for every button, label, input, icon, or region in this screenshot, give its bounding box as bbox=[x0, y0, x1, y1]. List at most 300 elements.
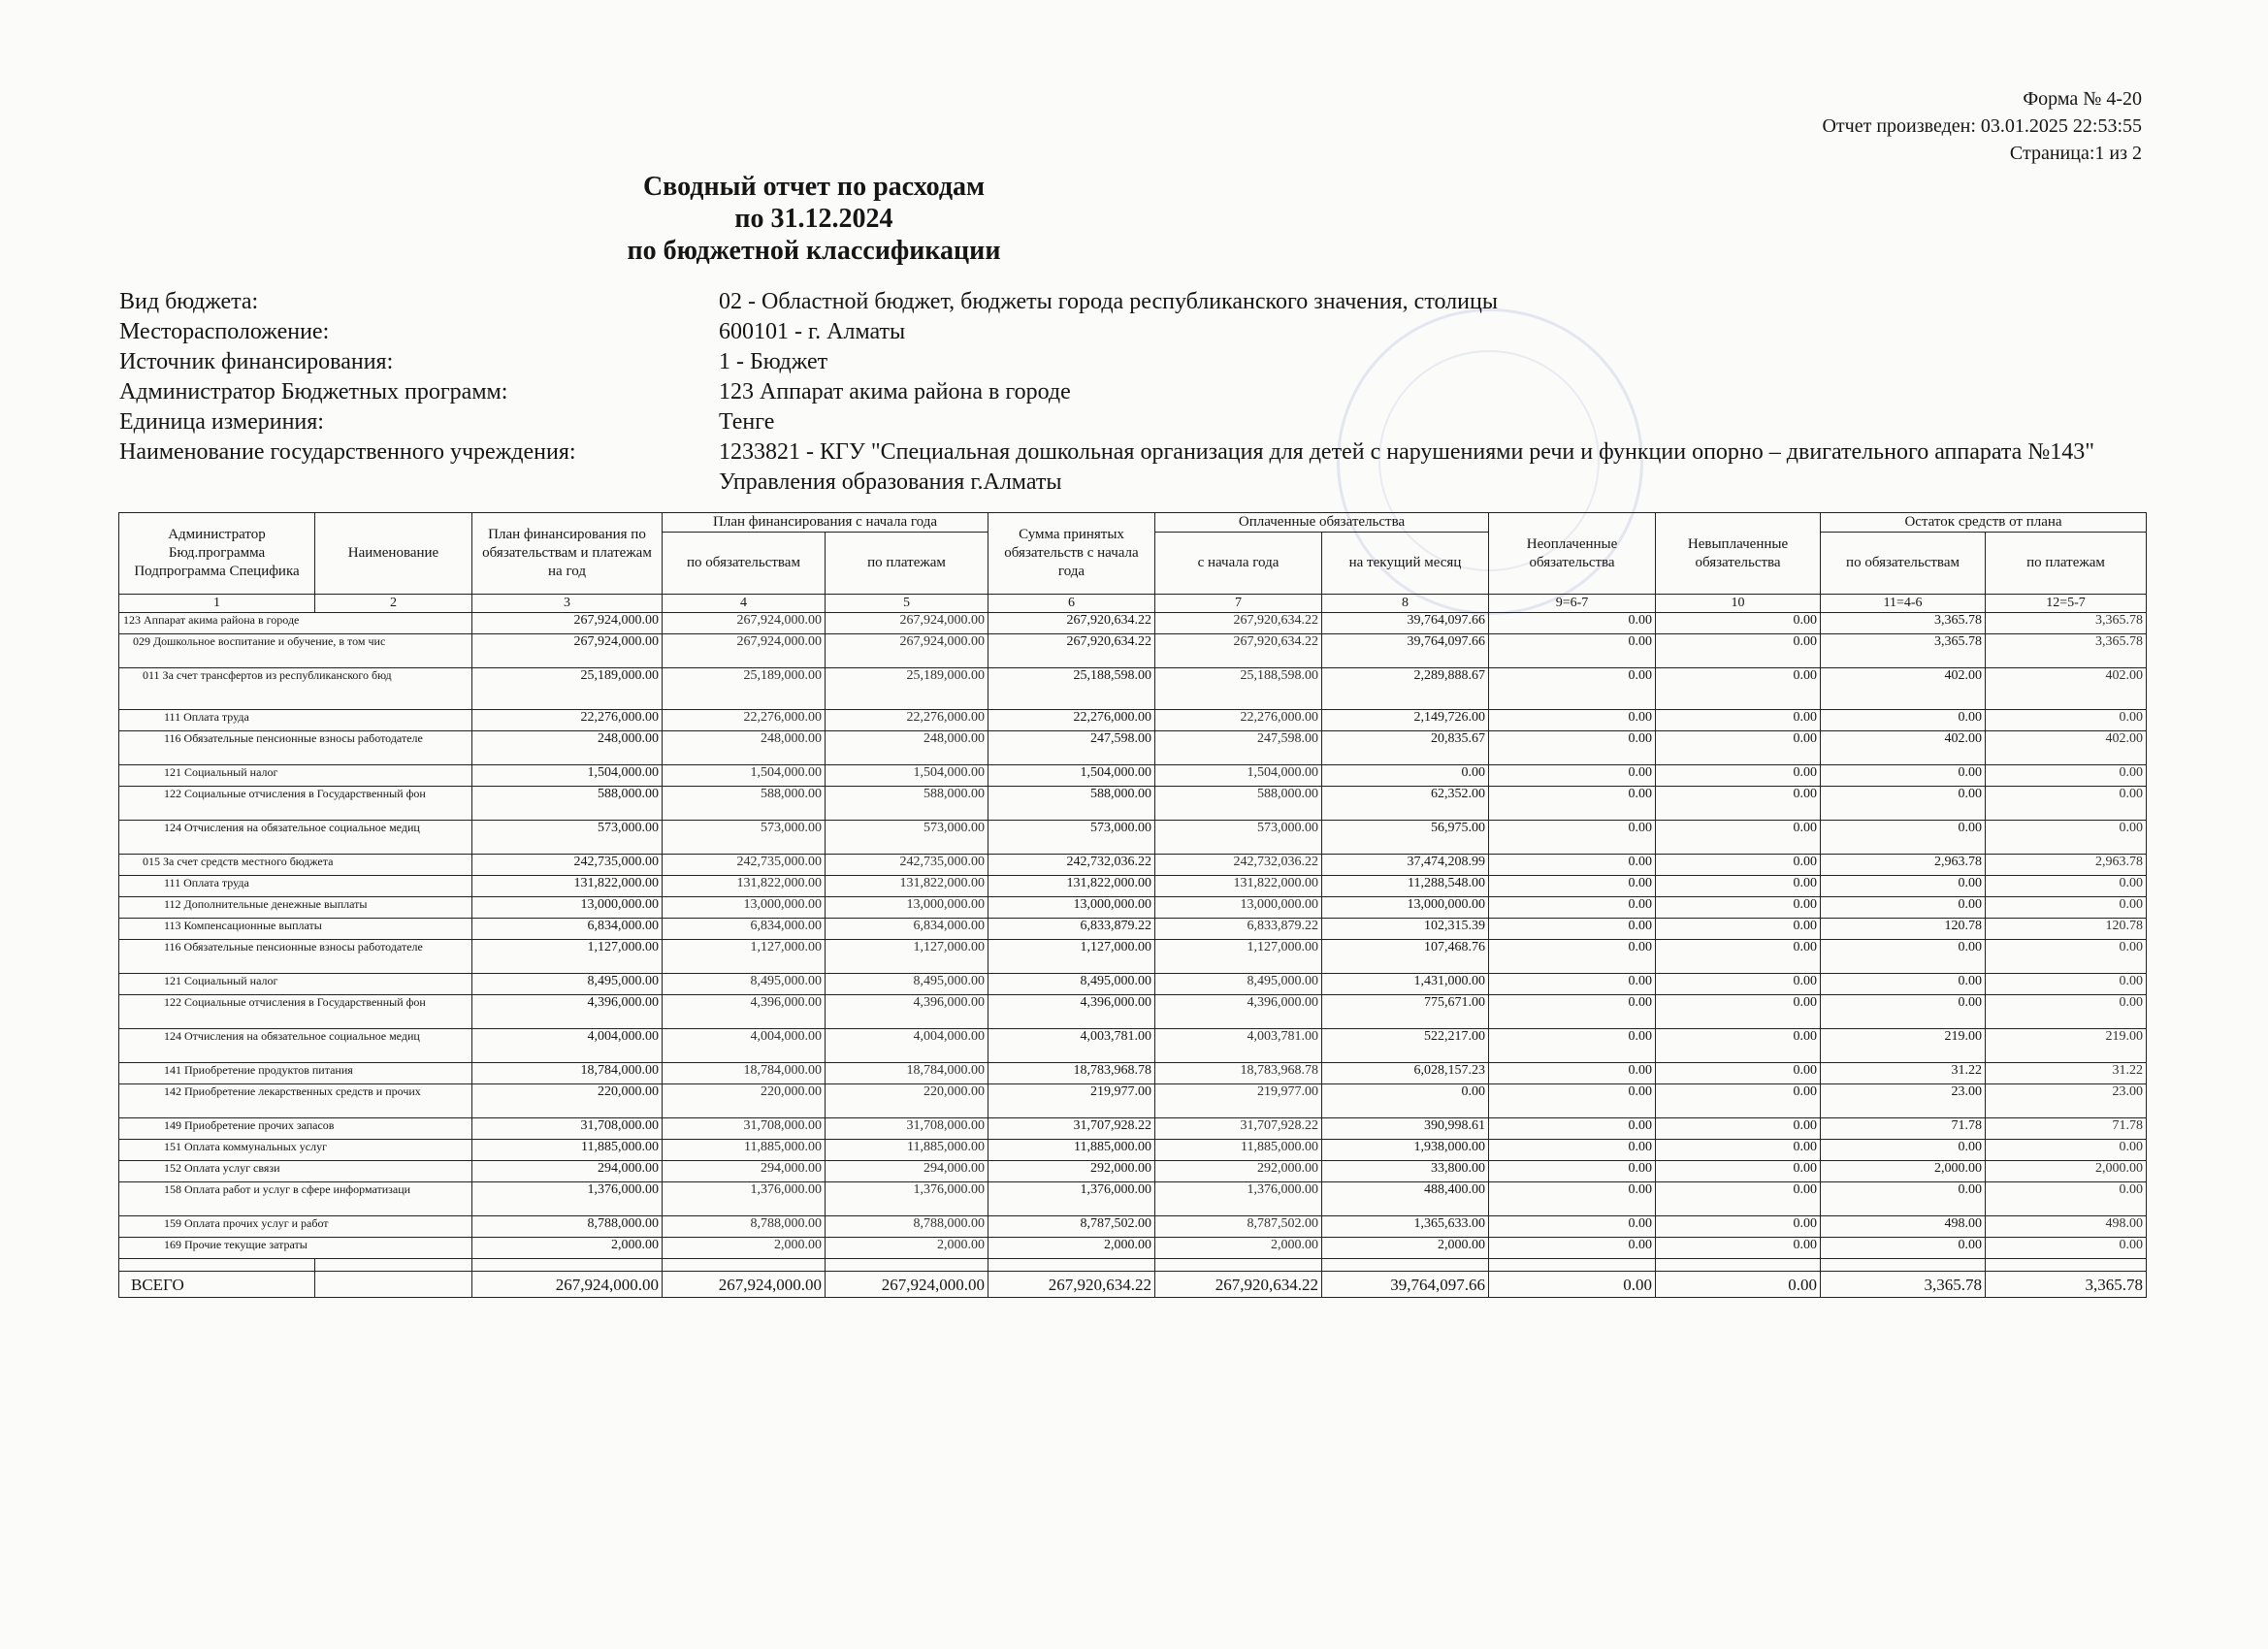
table-row bbox=[119, 668, 2147, 710]
row-value: 131,822,000.00 bbox=[1155, 876, 1322, 897]
row-value: 573,000.00 bbox=[472, 821, 663, 855]
row-value: 1,127,000.00 bbox=[1155, 940, 1322, 974]
row-value: 6,834,000.00 bbox=[472, 919, 663, 940]
table-row bbox=[119, 1140, 2147, 1161]
table-row bbox=[119, 919, 2147, 940]
row-value: 11,885,000.00 bbox=[988, 1140, 1155, 1161]
row-name: 116 Обязательные пенсионные взносы работодателе bbox=[119, 940, 472, 974]
table-row bbox=[119, 1084, 2147, 1118]
row-value: 4,004,000.00 bbox=[663, 1029, 826, 1063]
table-row bbox=[119, 1118, 2147, 1140]
row-value: 8,787,502.00 bbox=[1155, 1216, 1322, 1238]
row-value: 0.00 bbox=[1821, 1140, 1986, 1161]
row-value: 1,938,000.00 bbox=[1322, 1140, 1489, 1161]
row-value: 0.00 bbox=[1986, 1238, 2147, 1259]
row-name: 111 Оплата труда bbox=[119, 710, 472, 731]
row-value: 0.00 bbox=[1821, 940, 1986, 974]
row-name: 149 Приобретение прочих запасов bbox=[119, 1118, 472, 1140]
row-value: 13,000,000.00 bbox=[988, 897, 1155, 919]
column-number: 2 bbox=[315, 595, 472, 613]
row-name: 011 За счет трансфертов из республиканского бюд bbox=[119, 668, 472, 710]
row-value: 294,000.00 bbox=[826, 1161, 988, 1182]
row-name: 124 Отчисления на обязательное социальное медиц bbox=[119, 1029, 472, 1063]
row-value: 0.00 bbox=[1656, 634, 1821, 668]
row-value: 0.00 bbox=[1656, 855, 1821, 876]
row-value: 0.00 bbox=[1489, 897, 1656, 919]
row-value: 242,732,036.22 bbox=[1155, 855, 1322, 876]
column-number: 1 bbox=[119, 595, 315, 613]
row-value: 402.00 bbox=[1821, 731, 1986, 765]
total-row bbox=[119, 1272, 2147, 1298]
row-value: 0.00 bbox=[1489, 855, 1656, 876]
row-value: 242,735,000.00 bbox=[472, 855, 663, 876]
row-value: 0.00 bbox=[1656, 668, 1821, 710]
row-name: 142 Приобретение лекарственных средств и прочих bbox=[119, 1084, 472, 1118]
row-value: 0.00 bbox=[1489, 787, 1656, 821]
row-value: 8,788,000.00 bbox=[826, 1216, 988, 1238]
row-value: 0.00 bbox=[1656, 974, 1821, 995]
spacer-cell bbox=[119, 1259, 315, 1272]
row-value: 1,376,000.00 bbox=[663, 1182, 826, 1216]
row-value: 0.00 bbox=[1489, 821, 1656, 855]
row-value: 1,127,000.00 bbox=[663, 940, 826, 974]
row-value: 8,495,000.00 bbox=[988, 974, 1155, 995]
info-row bbox=[119, 287, 2184, 317]
form-number: Форма № 4-20 bbox=[2023, 88, 2142, 110]
table-row bbox=[119, 710, 2147, 731]
row-value: 0.00 bbox=[1489, 919, 1656, 940]
row-value: 0.00 bbox=[1821, 710, 1986, 731]
row-value: 2,289,888.67 bbox=[1322, 668, 1489, 710]
row-value: 294,000.00 bbox=[663, 1161, 826, 1182]
row-value: 25,188,598.00 bbox=[1155, 668, 1322, 710]
row-value: 0.00 bbox=[1489, 1029, 1656, 1063]
row-value: 0.00 bbox=[1656, 1029, 1821, 1063]
row-value: 0.00 bbox=[1656, 821, 1821, 855]
row-value: 4,396,000.00 bbox=[472, 995, 663, 1029]
total-value: 267,924,000.00 bbox=[472, 1272, 663, 1298]
row-name: 029 Дошкольное воспитание и обучение, в том чис bbox=[119, 634, 472, 668]
row-value: 4,003,781.00 bbox=[1155, 1029, 1322, 1063]
row-name: 122 Социальные отчисления в Государственный фон bbox=[119, 995, 472, 1029]
row-value: 18,784,000.00 bbox=[663, 1063, 826, 1084]
report-info bbox=[119, 287, 2184, 498]
row-value: 23.00 bbox=[1986, 1084, 2147, 1118]
row-value: 39,764,097.66 bbox=[1322, 634, 1489, 668]
title-line-1: Сводный отчет по расходам bbox=[642, 172, 986, 202]
table-row bbox=[119, 855, 2147, 876]
report-meta bbox=[1822, 85, 2142, 167]
row-value: 4,396,000.00 bbox=[663, 995, 826, 1029]
row-value: 3,365.78 bbox=[1986, 613, 2147, 634]
row-value: 31,708,000.00 bbox=[663, 1118, 826, 1140]
row-value: 588,000.00 bbox=[472, 787, 663, 821]
row-value: 242,732,036.22 bbox=[988, 855, 1155, 876]
info-label: Месторасположение: bbox=[119, 319, 330, 344]
row-value: 11,288,548.00 bbox=[1322, 876, 1489, 897]
row-name: 158 Оплата работ и услуг в сфере информатизаци bbox=[119, 1182, 472, 1216]
spacer-cell bbox=[315, 1259, 472, 1272]
row-value: 573,000.00 bbox=[826, 821, 988, 855]
row-name: 151 Оплата коммунальных услуг bbox=[119, 1140, 472, 1161]
row-name: 121 Социальный налог bbox=[119, 974, 472, 995]
row-value: 6,833,879.22 bbox=[1155, 919, 1322, 940]
row-value: 0.00 bbox=[1986, 876, 2147, 897]
row-value: 4,396,000.00 bbox=[988, 995, 1155, 1029]
header-plan-year: План финансирования по обязательствам и платежам на год bbox=[472, 513, 663, 595]
row-value: 131,822,000.00 bbox=[988, 876, 1155, 897]
row-value: 62,352.00 bbox=[1322, 787, 1489, 821]
row-value: 267,924,000.00 bbox=[826, 613, 988, 634]
row-value: 0.00 bbox=[1656, 1182, 1821, 1216]
row-value: 18,784,000.00 bbox=[472, 1063, 663, 1084]
header-accepted: Сумма принятых обязательств с начала года bbox=[988, 513, 1155, 595]
table-row bbox=[119, 787, 2147, 821]
row-value: 0.00 bbox=[1656, 876, 1821, 897]
spacer-cell bbox=[663, 1259, 826, 1272]
row-value: 242,735,000.00 bbox=[663, 855, 826, 876]
row-value: 294,000.00 bbox=[472, 1161, 663, 1182]
row-value: 1,376,000.00 bbox=[826, 1182, 988, 1216]
row-value: 402.00 bbox=[1821, 668, 1986, 710]
row-value: 1,365,633.00 bbox=[1322, 1216, 1489, 1238]
header-unfulfilled: Невыплаченные обязательства bbox=[1656, 513, 1821, 595]
row-name: 121 Социальный налог bbox=[119, 765, 472, 787]
row-value: 18,784,000.00 bbox=[826, 1063, 988, 1084]
row-value: 0.00 bbox=[1656, 1063, 1821, 1084]
row-value: 8,787,502.00 bbox=[988, 1216, 1155, 1238]
row-value: 220,000.00 bbox=[472, 1084, 663, 1118]
table-row bbox=[119, 1161, 2147, 1182]
table-row bbox=[119, 1216, 2147, 1238]
row-value: 248,000.00 bbox=[472, 731, 663, 765]
row-value: 267,920,634.22 bbox=[988, 634, 1155, 668]
row-value: 242,735,000.00 bbox=[826, 855, 988, 876]
table-row bbox=[119, 1063, 2147, 1084]
row-name: 111 Оплата труда bbox=[119, 876, 472, 897]
row-value: 267,920,634.22 bbox=[1155, 634, 1322, 668]
table-row bbox=[119, 821, 2147, 855]
row-value: 588,000.00 bbox=[1155, 787, 1322, 821]
row-value: 0.00 bbox=[1821, 995, 1986, 1029]
spacer-cell bbox=[1656, 1259, 1821, 1272]
row-value: 267,924,000.00 bbox=[826, 634, 988, 668]
header-paid-from-start: с начала года bbox=[1155, 533, 1322, 595]
row-value: 71.78 bbox=[1821, 1118, 1986, 1140]
row-value: 39,764,097.66 bbox=[1322, 613, 1489, 634]
column-number: 8 bbox=[1322, 595, 1489, 613]
row-value: 390,998.61 bbox=[1322, 1118, 1489, 1140]
row-value: 107,468.76 bbox=[1322, 940, 1489, 974]
row-value: 573,000.00 bbox=[988, 821, 1155, 855]
row-value: 31,707,928.22 bbox=[1155, 1118, 1322, 1140]
row-value: 0.00 bbox=[1489, 731, 1656, 765]
row-value: 22,276,000.00 bbox=[826, 710, 988, 731]
row-value: 3,365.78 bbox=[1821, 634, 1986, 668]
spacer-cell bbox=[988, 1259, 1155, 1272]
row-value: 4,004,000.00 bbox=[472, 1029, 663, 1063]
total-value: 267,924,000.00 bbox=[826, 1272, 988, 1298]
row-value: 0.00 bbox=[1821, 765, 1986, 787]
table-row bbox=[119, 876, 2147, 897]
row-value: 4,396,000.00 bbox=[1155, 995, 1322, 1029]
info-label: Вид бюджета: bbox=[119, 289, 259, 314]
row-value: 8,495,000.00 bbox=[1155, 974, 1322, 995]
row-value: 2,963.78 bbox=[1821, 855, 1986, 876]
row-value: 588,000.00 bbox=[663, 787, 826, 821]
info-label: Источник финансирования: bbox=[119, 349, 394, 374]
header-by-payments: по платежам bbox=[826, 533, 988, 595]
row-value: 2,000.00 bbox=[1986, 1161, 2147, 1182]
row-value: 4,396,000.00 bbox=[826, 995, 988, 1029]
row-value: 8,495,000.00 bbox=[472, 974, 663, 995]
column-number: 4 bbox=[663, 595, 826, 613]
row-value: 0.00 bbox=[1986, 1140, 2147, 1161]
row-value: 2,000.00 bbox=[1821, 1161, 1986, 1182]
row-value: 18,783,968.78 bbox=[1155, 1063, 1322, 1084]
row-value: 3,365.78 bbox=[1821, 613, 1986, 634]
row-value: 1,504,000.00 bbox=[826, 765, 988, 787]
column-number-row bbox=[119, 595, 2147, 613]
header-paid-month: на текущий месяц bbox=[1322, 533, 1489, 595]
info-row bbox=[119, 317, 2184, 347]
row-name: 159 Оплата прочих услуг и работ bbox=[119, 1216, 472, 1238]
spacer-cell bbox=[472, 1259, 663, 1272]
row-value: 2,000.00 bbox=[988, 1238, 1155, 1259]
table-row bbox=[119, 1029, 2147, 1063]
header-name: Наименование bbox=[315, 513, 472, 595]
row-value: 0.00 bbox=[1489, 1238, 1656, 1259]
header-paid: Оплаченные обязательства bbox=[1155, 513, 1489, 533]
row-name: 141 Приобретение продуктов питания bbox=[119, 1063, 472, 1084]
info-row bbox=[119, 347, 2184, 377]
row-value: 0.00 bbox=[1656, 1118, 1821, 1140]
row-name: 113 Компенсационные выплаты bbox=[119, 919, 472, 940]
row-value: 220,000.00 bbox=[826, 1084, 988, 1118]
row-value: 0.00 bbox=[1489, 1084, 1656, 1118]
row-value: 25,188,598.00 bbox=[988, 668, 1155, 710]
info-row bbox=[119, 407, 2184, 437]
row-value: 0.00 bbox=[1489, 668, 1656, 710]
row-value: 25,189,000.00 bbox=[472, 668, 663, 710]
row-name: 122 Социальные отчисления в Государственный фон bbox=[119, 787, 472, 821]
row-value: 6,028,157.23 bbox=[1322, 1063, 1489, 1084]
row-value: 0.00 bbox=[1656, 919, 1821, 940]
column-number: 3 bbox=[472, 595, 663, 613]
row-value: 20,835.67 bbox=[1322, 731, 1489, 765]
info-value: 123 Аппарат акима района в городе bbox=[719, 379, 1071, 404]
title-line-2: по 31.12.2024 bbox=[734, 204, 893, 234]
row-value: 0.00 bbox=[1821, 876, 1986, 897]
row-value: 33,800.00 bbox=[1322, 1161, 1489, 1182]
column-number: 7 bbox=[1155, 595, 1322, 613]
row-value: 1,504,000.00 bbox=[1155, 765, 1322, 787]
row-value: 0.00 bbox=[1986, 710, 2147, 731]
row-value: 1,504,000.00 bbox=[663, 765, 826, 787]
row-value: 0.00 bbox=[1986, 974, 2147, 995]
row-value: 1,376,000.00 bbox=[988, 1182, 1155, 1216]
table-row bbox=[119, 1182, 2147, 1216]
row-value: 0.00 bbox=[1489, 1118, 1656, 1140]
row-value: 0.00 bbox=[1489, 634, 1656, 668]
table-body bbox=[119, 613, 2147, 1298]
info-value: 600101 - г. Алматы bbox=[719, 319, 906, 344]
row-value: 1,431,000.00 bbox=[1322, 974, 1489, 995]
row-value: 131,822,000.00 bbox=[826, 876, 988, 897]
row-value: 0.00 bbox=[1489, 1182, 1656, 1216]
row-value: 22,276,000.00 bbox=[472, 710, 663, 731]
row-value: 267,924,000.00 bbox=[663, 634, 826, 668]
header-remainder: Остаток средств от плана bbox=[1821, 513, 2147, 533]
row-value: 0.00 bbox=[1656, 940, 1821, 974]
row-value: 0.00 bbox=[1656, 897, 1821, 919]
row-value: 8,495,000.00 bbox=[826, 974, 988, 995]
row-value: 0.00 bbox=[1821, 974, 1986, 995]
row-value: 292,000.00 bbox=[988, 1161, 1155, 1182]
row-value: 22,276,000.00 bbox=[663, 710, 826, 731]
row-value: 0.00 bbox=[1322, 765, 1489, 787]
row-value: 1,127,000.00 bbox=[826, 940, 988, 974]
row-value: 0.00 bbox=[1986, 995, 2147, 1029]
total-value: 0.00 bbox=[1656, 1272, 1821, 1298]
row-name: 124 Отчисления на обязательное социальное медиц bbox=[119, 821, 472, 855]
row-value: 0.00 bbox=[1489, 765, 1656, 787]
total-value: 3,365.78 bbox=[1986, 1272, 2147, 1298]
row-value: 2,149,726.00 bbox=[1322, 710, 1489, 731]
row-value: 0.00 bbox=[1656, 1216, 1821, 1238]
row-value: 1,504,000.00 bbox=[988, 765, 1155, 787]
row-name: 112 Дополнительные денежные выплаты bbox=[119, 897, 472, 919]
row-value: 71.78 bbox=[1986, 1118, 2147, 1140]
total-value: 39,764,097.66 bbox=[1322, 1272, 1489, 1298]
row-value: 219.00 bbox=[1821, 1029, 1986, 1063]
row-value: 25,189,000.00 bbox=[826, 668, 988, 710]
title-line-3: по бюджетной классификации bbox=[627, 236, 1001, 266]
row-value: 13,000,000.00 bbox=[1322, 897, 1489, 919]
row-value: 402.00 bbox=[1986, 668, 2147, 710]
row-value: 131,822,000.00 bbox=[472, 876, 663, 897]
spacer-cell bbox=[1986, 1259, 2147, 1272]
table-row bbox=[119, 765, 2147, 787]
row-value: 0.00 bbox=[1656, 1161, 1821, 1182]
row-value: 31,707,928.22 bbox=[988, 1118, 1155, 1140]
row-value: 0.00 bbox=[1821, 787, 1986, 821]
table-row bbox=[119, 897, 2147, 919]
report-title bbox=[0, 171, 2268, 267]
row-value: 267,924,000.00 bbox=[663, 613, 826, 634]
row-value: 267,924,000.00 bbox=[472, 613, 663, 634]
row-value: 6,833,879.22 bbox=[988, 919, 1155, 940]
row-value: 31.22 bbox=[1986, 1063, 2147, 1084]
row-value: 488,400.00 bbox=[1322, 1182, 1489, 1216]
row-value: 0.00 bbox=[1489, 1140, 1656, 1161]
row-value: 0.00 bbox=[1489, 1161, 1656, 1182]
row-value: 11,885,000.00 bbox=[1155, 1140, 1322, 1161]
row-value: 0.00 bbox=[1986, 787, 2147, 821]
row-value: 6,834,000.00 bbox=[826, 919, 988, 940]
row-value: 2,000.00 bbox=[1322, 1238, 1489, 1259]
header-plan-from-start: План финансирования с начала года bbox=[663, 513, 988, 533]
total-label: ВСЕГО bbox=[119, 1272, 315, 1298]
total-value: 267,920,634.22 bbox=[988, 1272, 1155, 1298]
row-value: 292,000.00 bbox=[1155, 1161, 1322, 1182]
row-value: 0.00 bbox=[1656, 787, 1821, 821]
column-number: 9=6-7 bbox=[1489, 595, 1656, 613]
header-by-obligations: по обязательствам bbox=[663, 533, 826, 595]
row-value: 0.00 bbox=[1489, 995, 1656, 1029]
column-number: 11=4-6 bbox=[1821, 595, 1986, 613]
info-row bbox=[119, 437, 2184, 498]
column-number: 10 bbox=[1656, 595, 1821, 613]
total-value: 267,920,634.22 bbox=[1155, 1272, 1322, 1298]
row-value: 31.22 bbox=[1821, 1063, 1986, 1084]
header-rem-payments: по платежам bbox=[1986, 533, 2147, 595]
spacer-row bbox=[119, 1259, 2147, 1272]
row-value: 573,000.00 bbox=[663, 821, 826, 855]
row-value: 0.00 bbox=[1656, 765, 1821, 787]
row-value: 219,977.00 bbox=[988, 1084, 1155, 1118]
row-value: 248,000.00 bbox=[826, 731, 988, 765]
column-number: 6 bbox=[988, 595, 1155, 613]
row-value: 0.00 bbox=[1489, 974, 1656, 995]
row-value: 2,963.78 bbox=[1986, 855, 2147, 876]
row-value: 402.00 bbox=[1986, 731, 2147, 765]
spacer-cell bbox=[1155, 1259, 1322, 1272]
page-number: Страница:1 из 2 bbox=[2009, 143, 2142, 164]
row-value: 8,495,000.00 bbox=[663, 974, 826, 995]
row-value: 22,276,000.00 bbox=[988, 710, 1155, 731]
info-label: Администратор Бюджетных программ: bbox=[119, 379, 508, 404]
row-value: 0.00 bbox=[1656, 1140, 1821, 1161]
row-value: 0.00 bbox=[1656, 995, 1821, 1029]
spacer-cell bbox=[1489, 1259, 1656, 1272]
row-value: 0.00 bbox=[1986, 1182, 2147, 1216]
row-value: 11,885,000.00 bbox=[663, 1140, 826, 1161]
row-value: 267,920,634.22 bbox=[1155, 613, 1322, 634]
row-value: 120.78 bbox=[1986, 919, 2147, 940]
table-row bbox=[119, 974, 2147, 995]
spacer-cell bbox=[1821, 1259, 1986, 1272]
row-value: 498.00 bbox=[1986, 1216, 2147, 1238]
expense-table bbox=[118, 512, 2147, 1298]
row-value: 0.00 bbox=[1821, 1238, 1986, 1259]
header-admin: Администратор Бюд.программа Подпрограмма Специфика bbox=[119, 513, 315, 595]
row-value: 13,000,000.00 bbox=[663, 897, 826, 919]
row-value: 6,834,000.00 bbox=[663, 919, 826, 940]
spacer-cell bbox=[1322, 1259, 1489, 1272]
row-value: 131,822,000.00 bbox=[663, 876, 826, 897]
row-value: 0.00 bbox=[1489, 940, 1656, 974]
row-value: 120.78 bbox=[1821, 919, 1986, 940]
row-value: 1,127,000.00 bbox=[472, 940, 663, 974]
row-name: 169 Прочие текущие затраты bbox=[119, 1238, 472, 1259]
table-row bbox=[119, 940, 2147, 974]
row-value: 2,000.00 bbox=[826, 1238, 988, 1259]
row-value: 0.00 bbox=[1986, 897, 2147, 919]
row-value: 2,000.00 bbox=[663, 1238, 826, 1259]
row-value: 1,504,000.00 bbox=[472, 765, 663, 787]
row-value: 18,783,968.78 bbox=[988, 1063, 1155, 1084]
spacer-cell bbox=[826, 1259, 988, 1272]
header-unpaid: Неоплаченные обязательства bbox=[1489, 513, 1656, 595]
row-value: 0.00 bbox=[1656, 613, 1821, 634]
row-value: 0.00 bbox=[1656, 1238, 1821, 1259]
row-value: 0.00 bbox=[1489, 1063, 1656, 1084]
column-number: 5 bbox=[826, 595, 988, 613]
row-value: 0.00 bbox=[1489, 1216, 1656, 1238]
table-row bbox=[119, 995, 2147, 1029]
row-value: 0.00 bbox=[1821, 897, 1986, 919]
